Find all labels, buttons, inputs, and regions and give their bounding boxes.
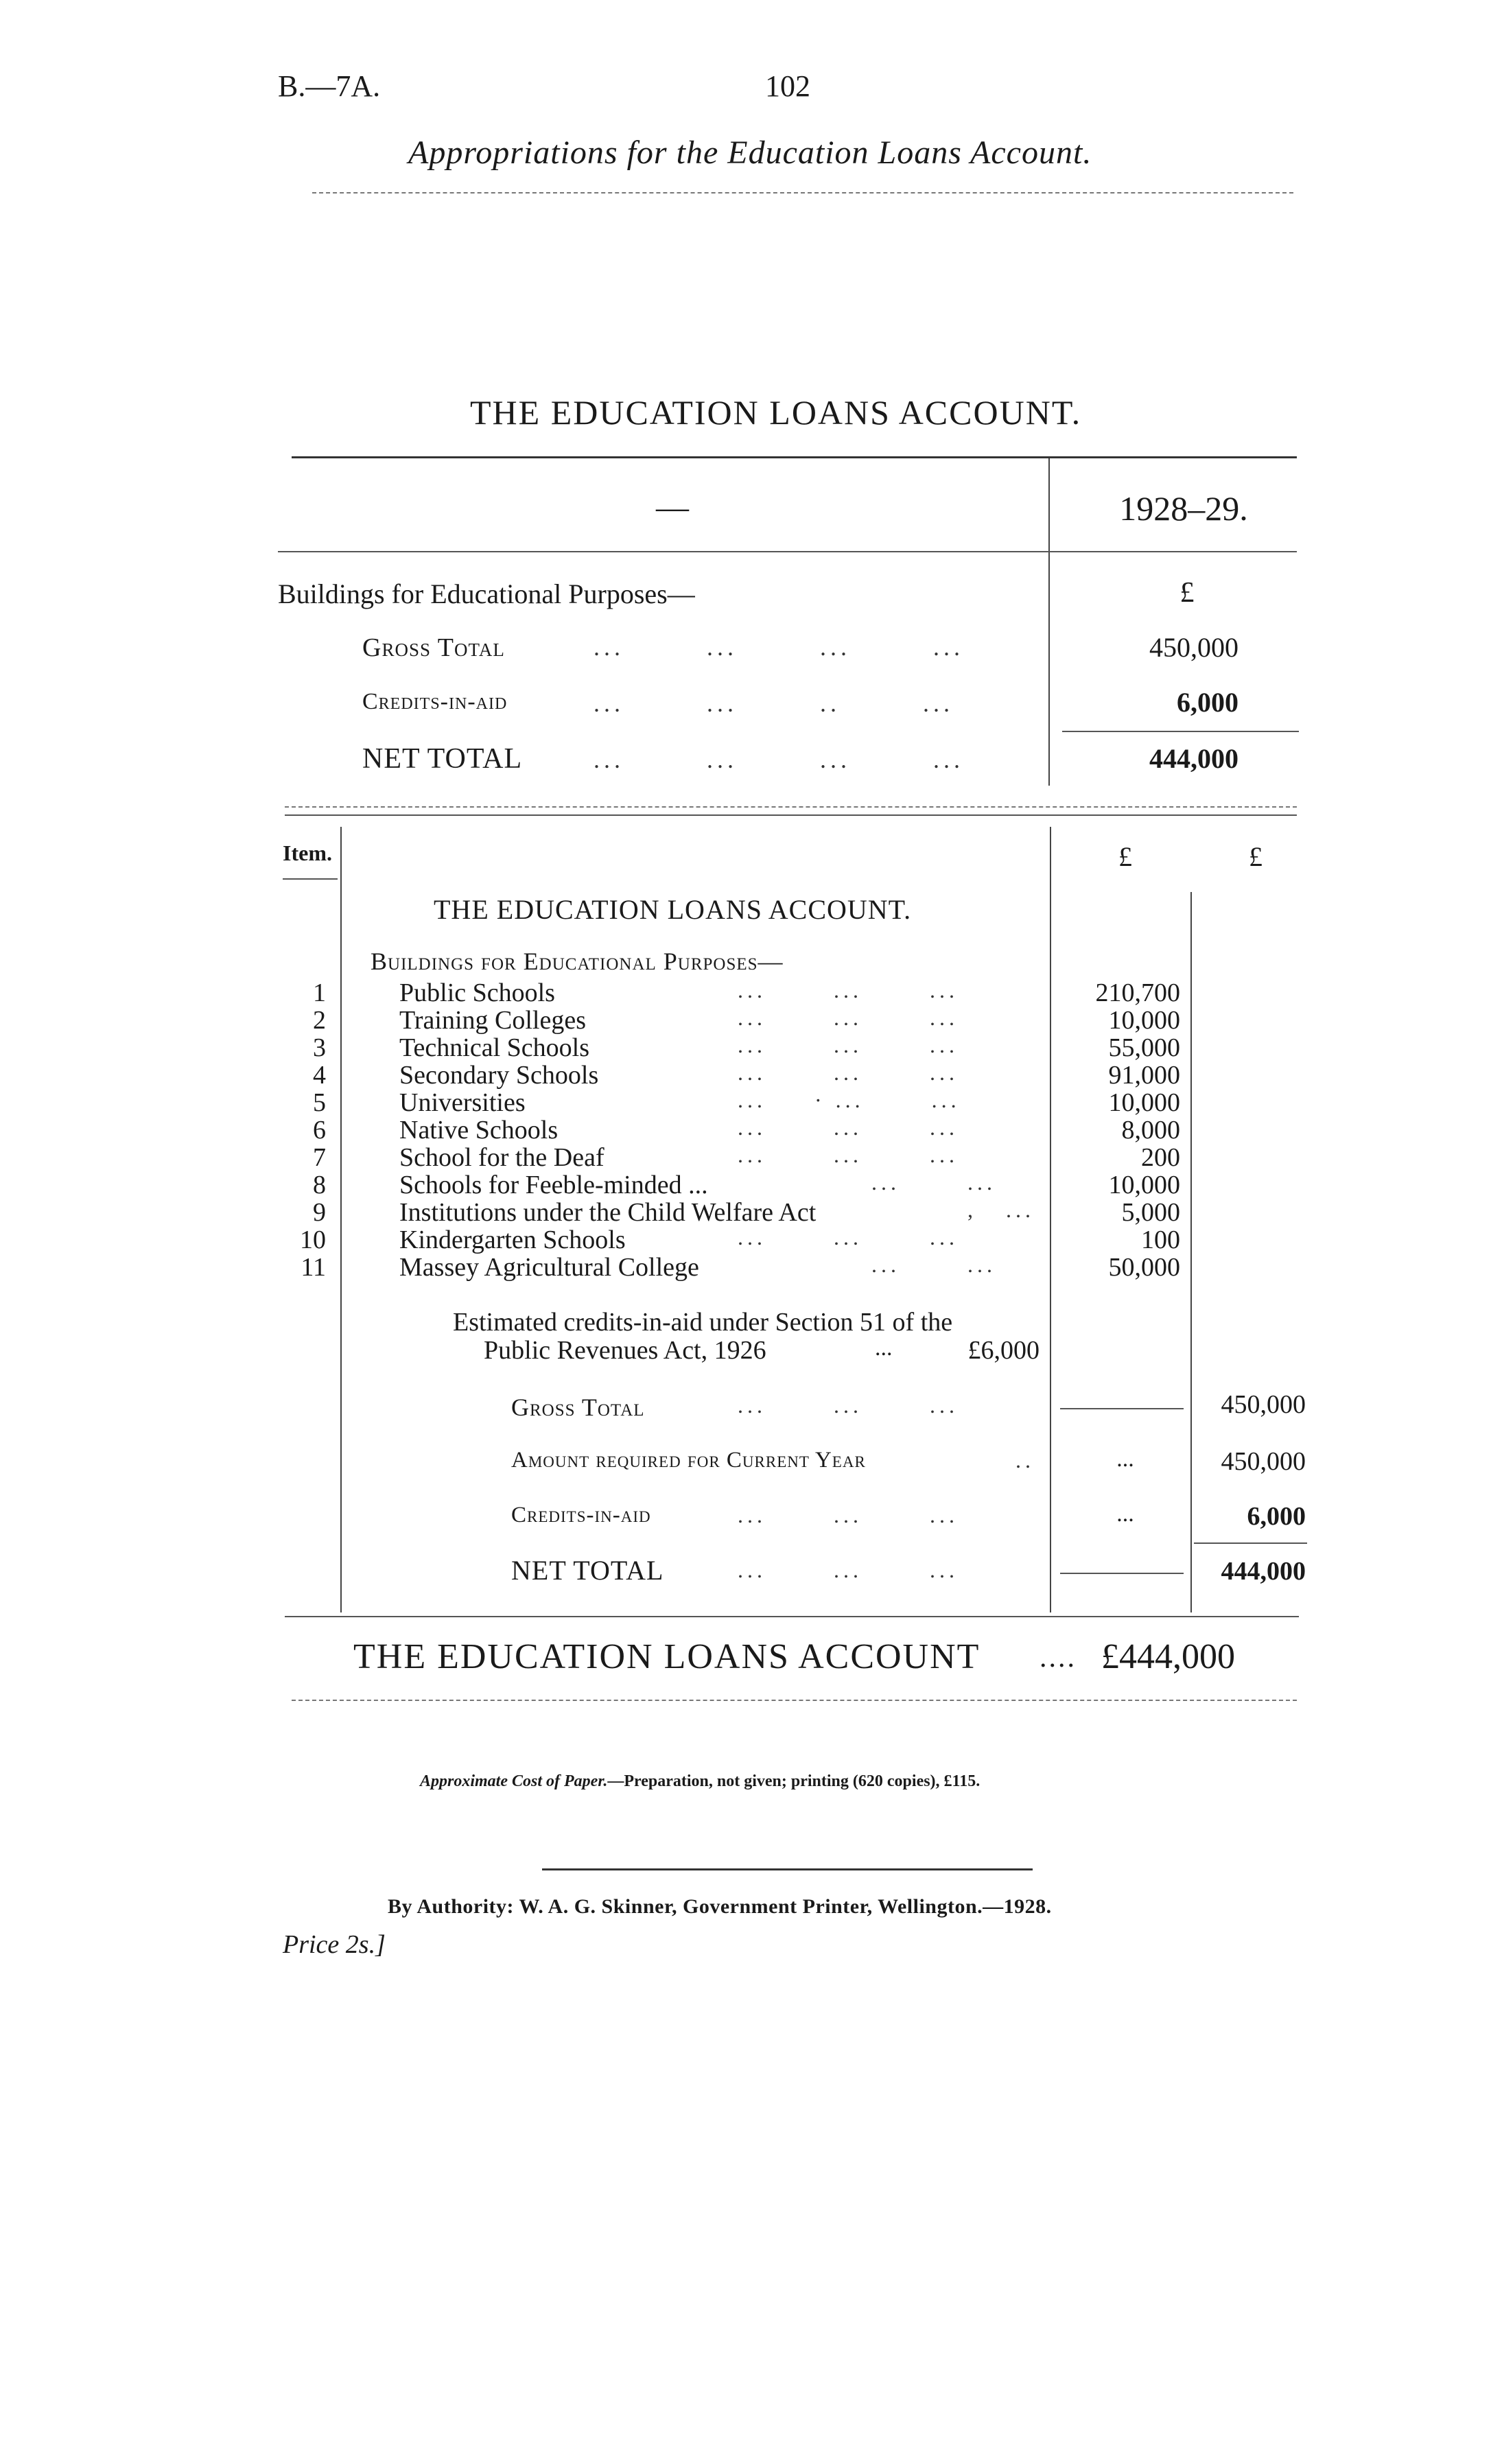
item-amount: 5,000	[1121, 1198, 1180, 1227]
detail-item-divider	[340, 827, 342, 1612]
detail-credits-dots: ... ... ...	[738, 1503, 959, 1527]
summary-column-divider	[1048, 458, 1050, 786]
item-name: Kindergarten Schools	[399, 1225, 626, 1254]
grand-total-dots: ....	[1040, 1642, 1077, 1674]
summary-row-dots: ... ... ... ...	[594, 633, 964, 661]
item-number: 5	[313, 1088, 326, 1117]
item-dots: ... ... ...	[738, 1225, 959, 1249]
detail-col1-divider	[1050, 827, 1051, 1612]
item-number: 1	[313, 978, 326, 1007]
detail-item-header: Item.	[283, 841, 332, 865]
detail-credits-label: Credits-in-aid	[511, 1503, 651, 1527]
item-dots: ... ...	[871, 1252, 996, 1277]
detail-amount-required-label: Amount required for Current Year	[511, 1448, 866, 1472]
item-amount: 55,000	[1108, 1033, 1180, 1062]
item-number: 11	[301, 1253, 326, 1282]
summary-row-value: 444,000	[1149, 743, 1238, 774]
credits-note-dots: ...	[875, 1335, 893, 1361]
item-amount: 100	[1141, 1225, 1180, 1254]
detail-title: THE EDUCATION LOANS ACCOUNT.	[434, 894, 912, 925]
summary-row-label: Credits-in-aid	[362, 689, 508, 714]
printer-authority: By Authority: W. A. G. Skinner, Government Printer, Wellington.—1928.	[388, 1895, 1052, 1918]
grand-total-label: THE EDUCATION LOANS ACCOUNT	[353, 1637, 981, 1676]
detail-amount-required-value: 450,000	[1221, 1447, 1306, 1476]
summary-row-dots: ... ... ... ...	[594, 746, 964, 773]
footer-rule	[542, 1868, 1033, 1870]
summary-section-label: Buildings for Educational Purposes—	[278, 578, 695, 609]
item-number: 8	[313, 1171, 326, 1199]
detail-gross-total-value: 450,000	[1221, 1390, 1306, 1419]
item-dots: ... ... ...	[738, 1060, 959, 1085]
cost-of-paper-detail: —Preparation, not given; printing (620 copies), £115.	[607, 1772, 981, 1790]
summary-row-value: 450,000	[1149, 632, 1238, 663]
detail-bottom-rule	[285, 1616, 1299, 1617]
header-rule	[312, 192, 1293, 193]
summary-col-year: 1928–29.	[1119, 489, 1248, 528]
detail-gross-total-label: Gross Total	[511, 1394, 645, 1421]
summary-top-rule	[292, 456, 1297, 458]
item-dots: , ...	[967, 1197, 1035, 1222]
summary-subtotal-rule	[1062, 731, 1299, 732]
detail-currency-1: £	[1118, 841, 1132, 872]
item-name: Schools for Feeble-minded ...	[399, 1171, 708, 1199]
item-amount: 10,000	[1108, 1088, 1180, 1117]
item-amount: 200	[1141, 1143, 1180, 1172]
grand-total-amount: £444,000	[1101, 1637, 1235, 1676]
detail-amount-required-dots: ..	[1015, 1448, 1035, 1472]
item-name: Public Schools	[399, 978, 555, 1007]
item-dots: ... ... ...	[738, 978, 959, 1002]
item-amount: 10,000	[1108, 1171, 1180, 1199]
item-amount: 8,000	[1121, 1116, 1180, 1145]
item-dots: ... ... ...	[738, 1115, 959, 1140]
detail-gross-total-dash	[1060, 1408, 1184, 1409]
summary-row-dots: ... ... .. ...	[594, 690, 954, 717]
running-title: Appropriations for the Education Loans Account.	[408, 134, 1092, 171]
item-name: Training Colleges	[399, 1006, 586, 1035]
summary-title: THE EDUCATION LOANS ACCOUNT.	[470, 393, 1082, 432]
item-number: 7	[313, 1143, 326, 1172]
summary-row-value: 6,000	[1177, 687, 1238, 718]
item-number: 10	[300, 1225, 326, 1254]
item-name: Institutions under the Child Welfare Act	[399, 1198, 817, 1227]
detail-credits-col1: ...	[1116, 1501, 1134, 1527]
credits-note-amount: £6,000	[967, 1336, 1040, 1365]
item-name: Native Schools	[399, 1116, 559, 1145]
item-dots: ... ... ...	[738, 1033, 959, 1057]
item-dots: ... ... ...	[738, 1005, 959, 1030]
credits-note-line2: Public Revenues Act, 1926	[484, 1336, 766, 1365]
item-name: Universities	[399, 1088, 526, 1117]
item-amount: 210,700	[1095, 978, 1180, 1007]
summary-row-label: NET TOTAL	[362, 743, 523, 775]
detail-currency-2: £	[1249, 841, 1263, 872]
cost-of-paper-label: Approximate Cost of Paper.	[420, 1772, 608, 1790]
summary-header-rule	[278, 551, 1297, 552]
item-amount: 50,000	[1108, 1253, 1180, 1282]
detail-net-total-label: NET TOTAL	[511, 1555, 664, 1586]
summary-bottom-rule	[285, 806, 1297, 808]
detail-net-total-rule	[1194, 1542, 1307, 1544]
price: Price 2s.]	[283, 1930, 386, 1959]
item-amount: 10,000	[1108, 1006, 1180, 1035]
document-reference: B.—7A.	[278, 69, 381, 103]
item-name: School for the Deaf	[399, 1143, 604, 1172]
item-dots: ... · ... ...	[738, 1088, 961, 1112]
item-name: Massey Agricultural College	[399, 1253, 699, 1282]
summary-col-dash: —	[656, 489, 689, 526]
cost-of-paper	[420, 1772, 980, 1791]
grand-total-rule	[292, 1700, 1297, 1701]
detail-top-rule	[285, 814, 1297, 816]
detail-net-total-dash	[1060, 1573, 1184, 1574]
detail-net-total-dots: ... ... ...	[738, 1558, 959, 1582]
item-amount: 91,000	[1108, 1061, 1180, 1090]
page-number: 102	[765, 69, 810, 103]
detail-item-header-rule	[283, 878, 338, 880]
detail-section-label: Buildings for Educational Purposes—	[371, 948, 784, 975]
item-name: Secondary Schools	[399, 1061, 599, 1090]
item-dots: ... ... ...	[738, 1142, 959, 1167]
item-name: Technical Schools	[399, 1033, 589, 1062]
item-number: 9	[313, 1198, 326, 1227]
detail-net-total-value: 444,000	[1221, 1557, 1306, 1586]
detail-amount-required-col1: ...	[1116, 1446, 1134, 1472]
item-number: 6	[313, 1116, 326, 1145]
credits-note-line1: Estimated credits-in-aid under Section 51 of the	[453, 1308, 953, 1337]
summary-row-label: Gross Total	[362, 633, 505, 662]
detail-gross-total-dots: ... ... ...	[738, 1393, 959, 1418]
item-number: 3	[313, 1033, 326, 1062]
detail-credits-value: 6,000	[1247, 1502, 1306, 1531]
item-number: 4	[313, 1061, 326, 1090]
item-number: 2	[313, 1006, 326, 1035]
detail-col2-divider	[1190, 892, 1192, 1612]
summary-currency: £	[1179, 577, 1195, 609]
item-dots: ... ...	[871, 1170, 996, 1195]
